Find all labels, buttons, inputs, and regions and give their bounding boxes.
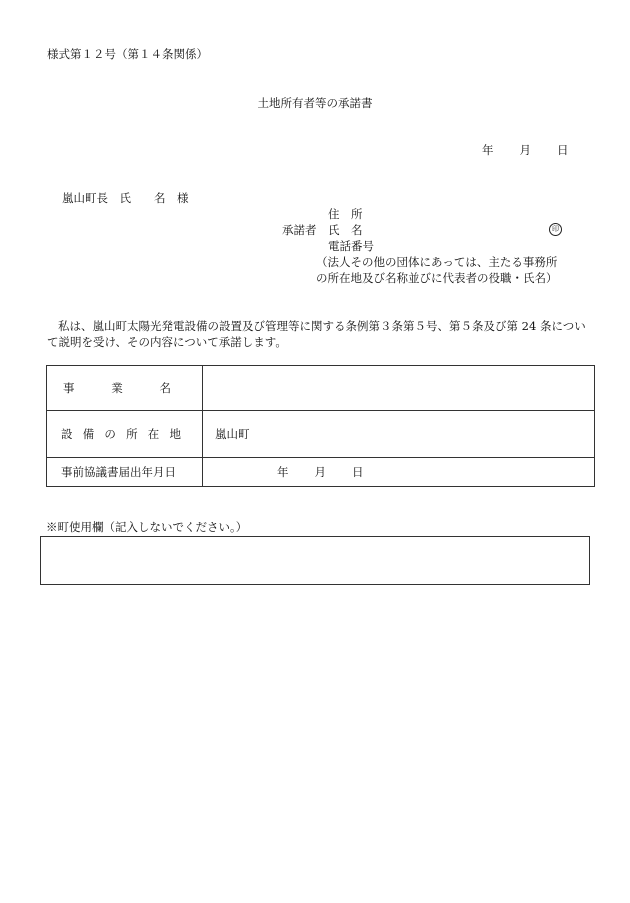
business-name-label: [47, 366, 203, 411]
date-year: 年: [277, 465, 289, 479]
date-month: 月: [519, 143, 531, 157]
office-use-label: ※町使用欄（記入しないでください。）: [46, 520, 248, 534]
consent-statement: 私は、嵐山町太陽光発電設備の設置及び管理等に関する条例第３条第５号、第５条及び第 24 条について説明を受け、その内容について承諾します。: [47, 319, 586, 349]
seal-mark: 印: [549, 223, 562, 236]
label-char: 所: [126, 427, 138, 441]
date-line: [482, 143, 569, 157]
table-row: [47, 458, 595, 487]
label-char: 名: [159, 381, 171, 395]
facility-location-value[interactable]: 嵐山町: [203, 411, 595, 458]
form-number: 様式第１２号（第１４条関係）: [47, 47, 208, 61]
consenter-role-label: 承諾者: [282, 223, 317, 237]
table-row: [47, 411, 595, 458]
project-table: [46, 365, 595, 487]
name-label: 氏 名: [328, 223, 363, 237]
facility-location-label: [47, 411, 203, 458]
document-title: 土地所有者等の承諾書: [257, 96, 373, 110]
address-label: 住 所: [328, 207, 363, 221]
pre-consultation-date-label: 事前協議書届出年月日: [47, 458, 203, 487]
date-day: 日: [352, 465, 364, 479]
corporate-note-line2: の所在地及び名称並びに代表者の役職・氏名）: [316, 271, 558, 285]
label-char: 地: [169, 427, 181, 441]
office-use-box: [40, 536, 590, 585]
label-char: の: [104, 427, 116, 441]
phone-label: 電話番号: [328, 239, 374, 253]
label-char: 備: [82, 427, 95, 441]
date-day: 日: [557, 143, 569, 157]
addressee: 嵐山町長 氏 名 様: [62, 191, 189, 205]
label-char: 設: [61, 427, 73, 441]
label-char: 業: [111, 381, 123, 395]
business-name-value[interactable]: [203, 366, 595, 411]
pre-consultation-date-value[interactable]: [203, 458, 595, 487]
label-char: 事: [63, 381, 75, 395]
label-char: 在: [147, 427, 160, 441]
corporate-note-line1: （法人その他の団体にあっては、主たる事務所: [316, 255, 558, 269]
table-row: [47, 366, 595, 411]
date-month: 月: [314, 465, 326, 479]
date-year: 年: [482, 143, 494, 157]
